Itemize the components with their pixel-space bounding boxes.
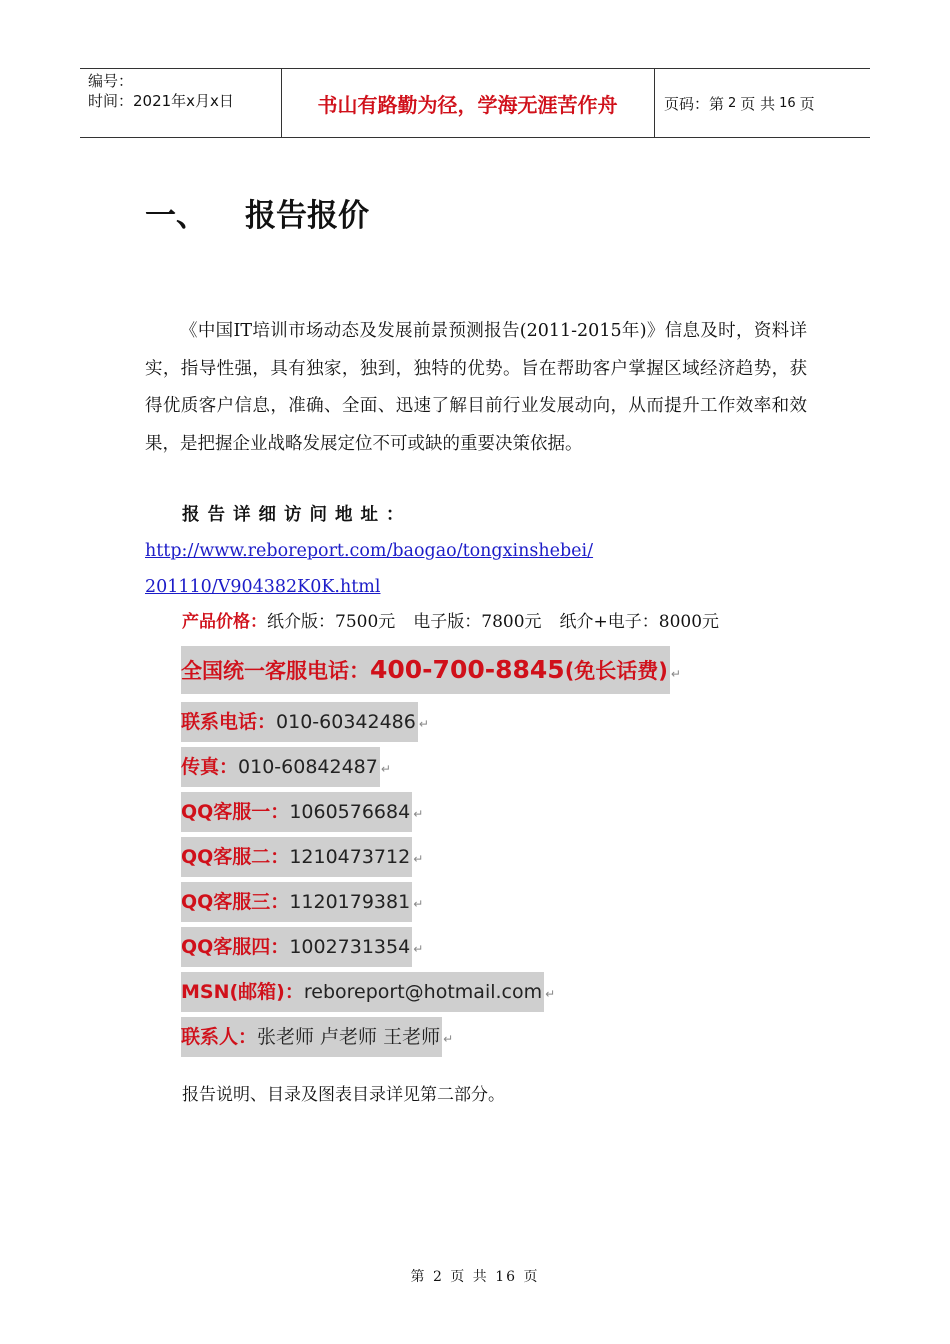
header-page-number: 2 [728, 95, 737, 111]
contact-row: QQ客服一：1060576684 ↵ [181, 792, 681, 837]
header-page-total: 16 [779, 95, 796, 111]
report-note: 报告说明、目录及图表目录详见第二部分。 [182, 1085, 505, 1105]
section-number: 一、 [145, 198, 207, 234]
price-both: 纸介+电子：8000元 [559, 612, 720, 632]
paragraph-mark-icon: ↵ [413, 807, 424, 821]
contact-row: QQ客服四：1002731354 ↵ [181, 927, 681, 972]
hotline-number: 400-700-8845 [370, 655, 565, 684]
time-label: 时间：2021年x月x日 [88, 92, 234, 110]
report-address [145, 497, 807, 605]
intro-paragraph: 《中国IT培训市场动态及发展前景预测报告(2011-2015年)》信息及时，资料详实，指导性强，具有独家，独到，独特的优势。旨在帮助客户掌握区域经济趋势，获得优质客户信息，准确、全面、迅速了解目前行业发展动向，从而提升工作效率和效果，是把握企业战略发展定位不可或缺的重要决策依据。 [145, 321, 807, 454]
contact-row: QQ客服二：1210473712 ↵ [181, 837, 681, 882]
code-label: 编号： [88, 72, 134, 90]
section-heading [145, 190, 369, 235]
hotline-note: (免长话费) [564, 659, 668, 683]
contact-block [181, 646, 681, 1062]
paragraph-mark-icon: ↵ [545, 987, 556, 1001]
paragraph-mark-icon: ↵ [413, 852, 424, 866]
contact-row: 联系电话：010-60342486 ↵ [181, 702, 681, 747]
paragraph-mark-icon: ↵ [670, 667, 681, 681]
hotline-row [181, 646, 681, 702]
paragraph-mark-icon: ↵ [443, 1032, 454, 1046]
section-title: 报告报价 [245, 198, 369, 234]
page-footer: 第 2 页 共 16 页 [410, 1269, 540, 1285]
header-motto: 书山有路勤为径，学海无涯苦作舟 [317, 92, 618, 117]
paragraph-mark-icon: ↵ [413, 942, 424, 956]
contact-row: 传真：010-60842487 ↵ [181, 747, 681, 792]
page-header [80, 68, 870, 138]
report-url-link[interactable]: http://www.reboreport.com/baogao/tongxinshebei/ 201110/V904382K0K.html [145, 541, 594, 597]
paragraph-mark-icon: ↵ [418, 717, 429, 731]
address-label: 报告详细访问地址： [182, 505, 412, 525]
price-line [182, 607, 719, 637]
contact-row: 联系人：张老师 卢老师 王老师 ↵ [181, 1017, 681, 1062]
price-label: 产品价格： [182, 612, 267, 632]
contact-row: QQ客服三：1120179381 ↵ [181, 882, 681, 927]
header-meta [88, 71, 278, 111]
hotline-label: 全国统一客服电话： [181, 659, 370, 683]
header-divider [654, 69, 655, 137]
paragraph-mark-icon: ↵ [413, 897, 424, 911]
price-paper: 纸介版：7500元 [267, 612, 396, 632]
paragraph-mark-icon: ↵ [380, 762, 391, 776]
price-electronic: 电子版：7800元 [413, 612, 542, 632]
contact-row: MSN(邮箱)：reboreport@hotmail.com ↵ [181, 972, 681, 1017]
header-page-info: 页码：第 2 页 共 16 页 [664, 94, 815, 113]
